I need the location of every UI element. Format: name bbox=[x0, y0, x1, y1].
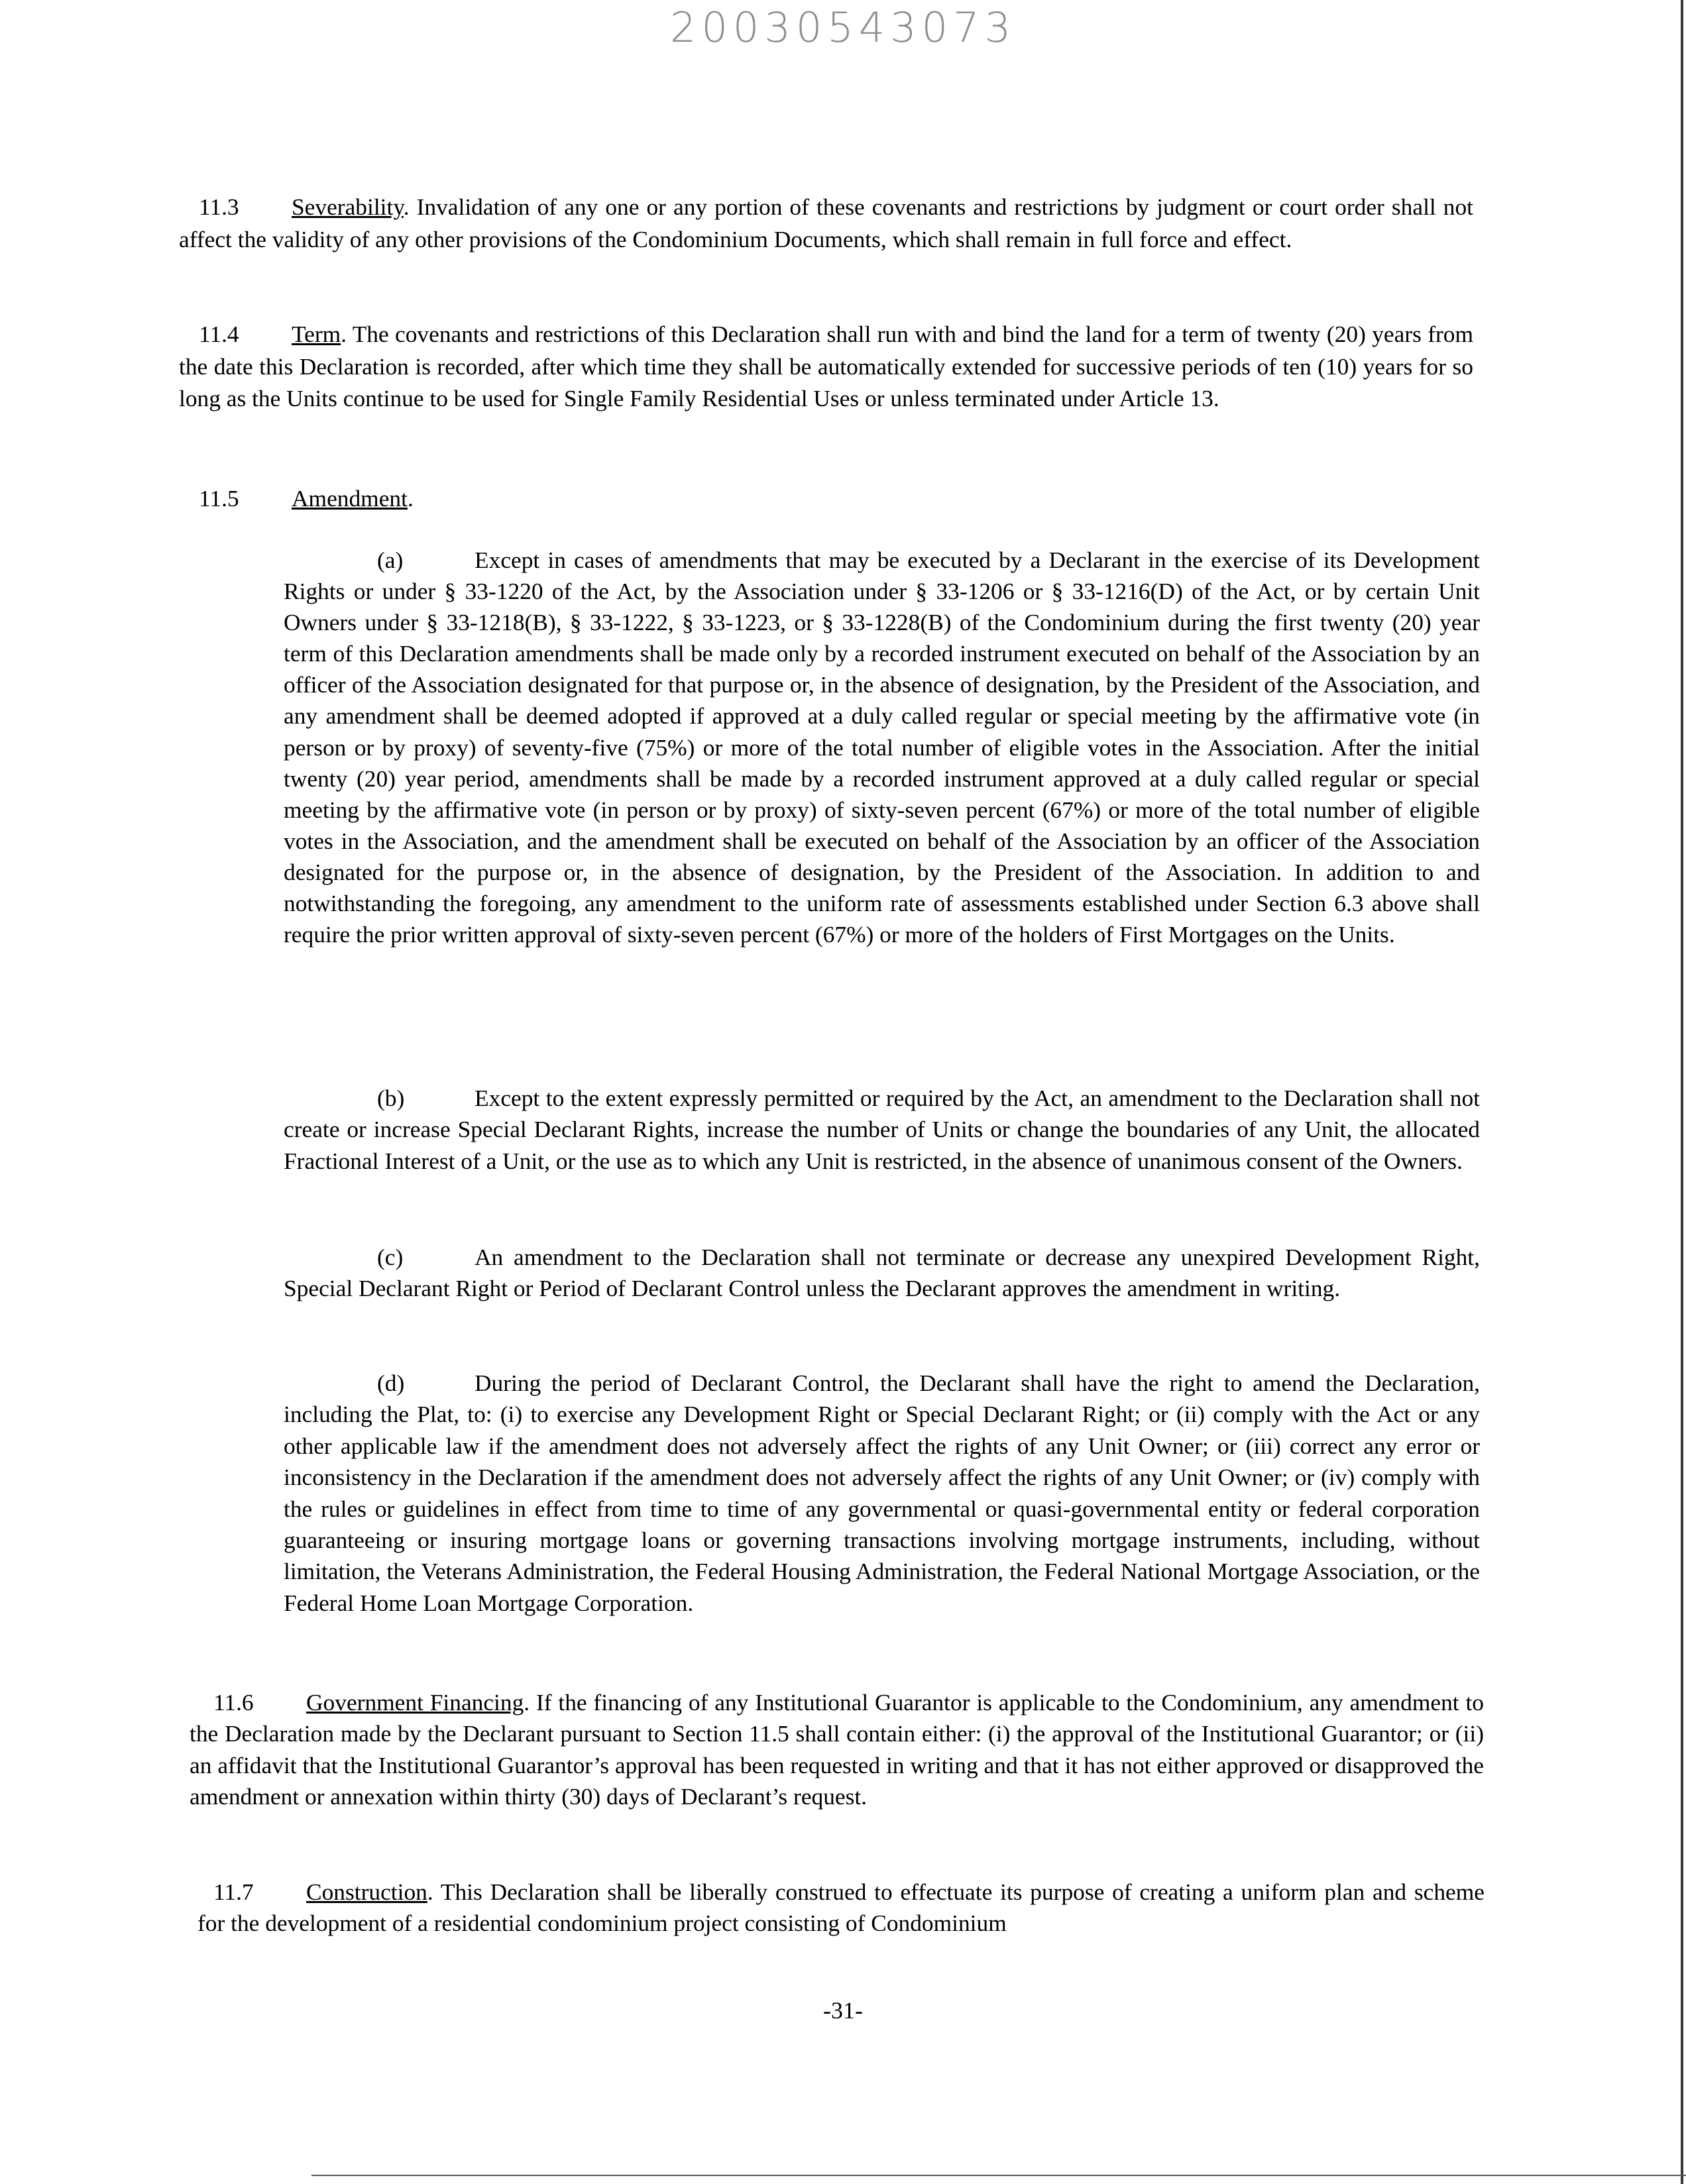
section-body: . If the financing of any Institutional Guarantor is applicable to the Condominium, any amendment to the Declaration made by the Declarant pursuant to Section 11.5 shall contain either: (i) the approval of the Institutional Guarantor; or (ii) an affidavit that the Institutional Guarantor’s approval has been requested in writing and that it has not either approved or disapproved the amendment or annexation within thirty (30) days of Declarant’s request. bbox=[190, 1689, 1484, 1810]
subsection-label: (c) bbox=[377, 1244, 404, 1270]
section-11-7 bbox=[197, 1877, 1485, 1939]
subsection-body: An amendment to the Declaration shall not terminate or decrease any unexpired Development Right, Special Declarant Right or Period of Declarant Control unless the Declarant approves the amendment in writing. bbox=[284, 1244, 1480, 1302]
section-heading-suffix: . bbox=[407, 485, 414, 512]
section-11-5 bbox=[199, 482, 795, 515]
scan-edge bbox=[1681, 0, 1683, 2184]
section-body: . Invalidation of any one or any portion of these covenants and restrictions by judgment or court order shall not affect the validity of any other provisions of the Condominium Documents, which shall remain in full force and effect. bbox=[179, 193, 1473, 252]
bottom-rule bbox=[311, 2175, 1686, 2176]
subsection-body: Except to the extent expressly permitted or required by the Act, an amendment to the Declaration shall not create or increase Special Declarant Rights, increase the number of Units or change the boundaries of any Unit, the allocated Fractional Interest of a Unit, or the use as to which any Unit is restricted, in the absence of unanimous consent of the Owners. bbox=[284, 1085, 1480, 1174]
section-11-4 bbox=[179, 318, 1473, 415]
subsection-11-5-d bbox=[284, 1368, 1480, 1619]
section-number: 11.7 bbox=[213, 1879, 254, 1905]
subsection-label: (d) bbox=[377, 1370, 405, 1396]
section-heading: Government Financing bbox=[306, 1689, 524, 1716]
section-heading: Term bbox=[292, 321, 341, 347]
section-heading: Amendment bbox=[292, 485, 408, 512]
page-number: -31- bbox=[823, 1997, 863, 2024]
section-body: . The covenants and restrictions of this Declaration shall run with and bind the land for a term of twenty (20) years from the date this Declaration is recorded, after which time they shall be automatically extended for successive periods of ten (10) years for so long as the Units continue to be used for Single Family Residential Uses or unless terminated under Article 13. bbox=[179, 321, 1473, 412]
subsection-11-5-c bbox=[284, 1242, 1480, 1305]
section-number: 11.3 bbox=[199, 193, 239, 220]
section-number: 11.5 bbox=[199, 485, 239, 512]
section-number: 11.6 bbox=[213, 1689, 254, 1716]
section-11-6 bbox=[190, 1687, 1484, 1813]
subsection-label: (a) bbox=[377, 547, 404, 573]
document-id-stamp: 20030543073 bbox=[670, 3, 1016, 52]
section-11-3 bbox=[179, 191, 1473, 255]
section-body: . This Declaration shall be liberally construed to effectuate its purpose of creating a uniform plan and scheme for the development of a residential condominium project consisting of Condominium bbox=[197, 1879, 1485, 1937]
subsection-11-5-a bbox=[284, 545, 1480, 950]
section-number: 11.4 bbox=[199, 321, 239, 347]
subsection-body: Except in cases of amendments that may be executed by a Declarant in the exercise of its Development Rights or under § 33-1220 of the Act, by the Association under § 33-1206 or § 33-1216(D) of the Act, or by certain Unit Owners under § 33-1218(B), § 33-1222, § 33-1223, or § 33-1228(B) of the Condominium during the first twenty (20) year term of this Declaration amendments shall be made only by a recorded instrument executed on behalf of the Association by an officer of the Association designated for that purpose or, in the absence of designation, by the President of the Association, and any amendment shall be deemed adopted if approved at a duly called regular or special meeting by the affirmative vote (in person or by proxy) of seventy-five (75%) or more of the total number of eligible votes in the Association. After the initial twenty (20) year period, amendments shall be made by a recorded instrument approved at a duly called regular or special meeting by the affirmative vote (in person or by proxy) of sixty-seven percent (67%) or more of the total number of eligible votes in the Association, and the amendment shall be executed on behalf of the Association by an officer of the Association designated for the purpose or, in the absence of designation, by the President of the Association. In addition to and notwithstanding the foregoing, any amendment to the uniform rate of assessments established under Section 6.3 above shall require the prior written approval of sixty-seven percent (67%) or more of the holders of First Mortgages on the Units. bbox=[284, 547, 1480, 948]
section-heading: Severability bbox=[292, 193, 404, 220]
subsection-11-5-b bbox=[284, 1083, 1480, 1177]
section-heading: Construction bbox=[306, 1879, 427, 1905]
subsection-label: (b) bbox=[377, 1085, 405, 1111]
subsection-body: During the period of Declarant Control, the Declarant shall have the right to amend the Declaration, including the Plat, to: (i) to exercise any Development Right or Special Declarant Right; or (ii) comply with the Act or any other applicable law if the amendment does not adversely affect the rights of any Unit Owner; or (iii) correct any error or inconsistency in the Declaration if the amendment does not adversely affect the rights of any Unit Owner; or (iv) comply with the rules or guidelines in effect from time to time of any governmental or quasi-governmental entity or federal corporation guaranteeing or insuring mortgage loans or governing transactions involving mortgage instruments, including, without limitation, the Veterans Administration, the Federal Housing Administration, the Federal National Mortgage Association, or the Federal Home Loan Mortgage Corporation. bbox=[284, 1370, 1480, 1616]
